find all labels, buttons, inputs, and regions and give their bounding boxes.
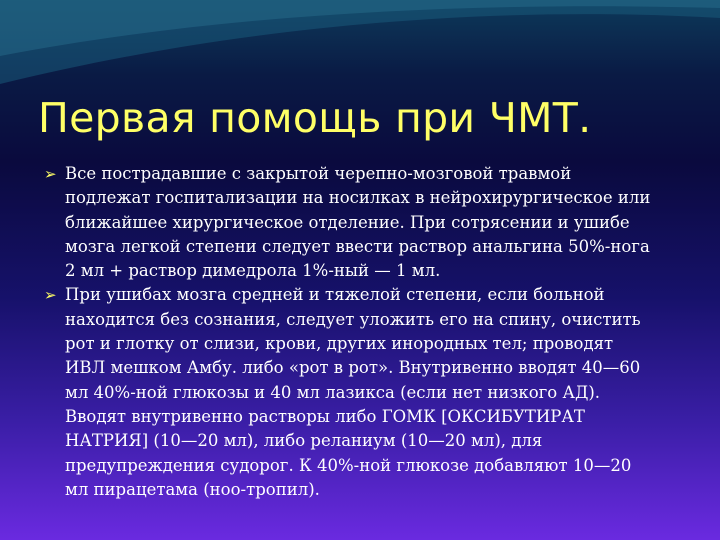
bullet-text — [65, 283, 684, 502]
text-line: 2 мл + раствор димедрола 1%-ный — 1 мл. — [65, 261, 441, 281]
text-line: Вводят внутривенно растворы либо ГОМК [ОКСИБУТИРАТ — [65, 406, 585, 426]
text-line: ближайшее хирургическое отделение. При сотрясении и ушибе — [65, 212, 630, 232]
text-line: ИВЛ мешком Амбу. либо «рот в рот». Внутривенно вводят 40—60 — [65, 358, 641, 378]
bullet-list — [44, 162, 684, 502]
text-line: мл 40%-ной глюкозы и 40 мл лазикса (если нет низкого АД). — [65, 382, 601, 402]
text-line: НАТРИЯ] (10—20 мл), либо реланиум (10—20 мл), для — [65, 431, 543, 451]
text-line: рот и глотку от слизи, крови, других инородных тел; проводят — [65, 334, 614, 354]
text-line: мозга легкой степени следует ввести раствор анальгина 50%-нога — [65, 236, 650, 256]
arrow-bullet-icon: ➢ — [44, 165, 57, 183]
text-line: подлежат госпитализации на носилках в нейрохирургическое или — [65, 188, 651, 208]
bullet-item — [44, 283, 684, 502]
text-line: Все пострадавшие с закрытой черепно-мозговой травмой — [65, 164, 572, 183]
text-line: При ушибах мозга средней и тяжелой степени, если больной — [65, 285, 605, 305]
slide-title: Первая помощь при ЧМТ. — [38, 94, 592, 142]
arrow-bullet-icon: ➢ — [44, 286, 57, 305]
text-line: мл пирацетама (ноо-тропил). — [65, 479, 320, 499]
text-line: находится без сознания, следует уложить его на спину, очистить — [65, 309, 641, 329]
bullet-item — [44, 162, 684, 283]
text-line: предупреждения судорог. К 40%-ной глюкозе добавляют 10—20 — [65, 455, 632, 475]
bullet-text — [65, 162, 684, 283]
